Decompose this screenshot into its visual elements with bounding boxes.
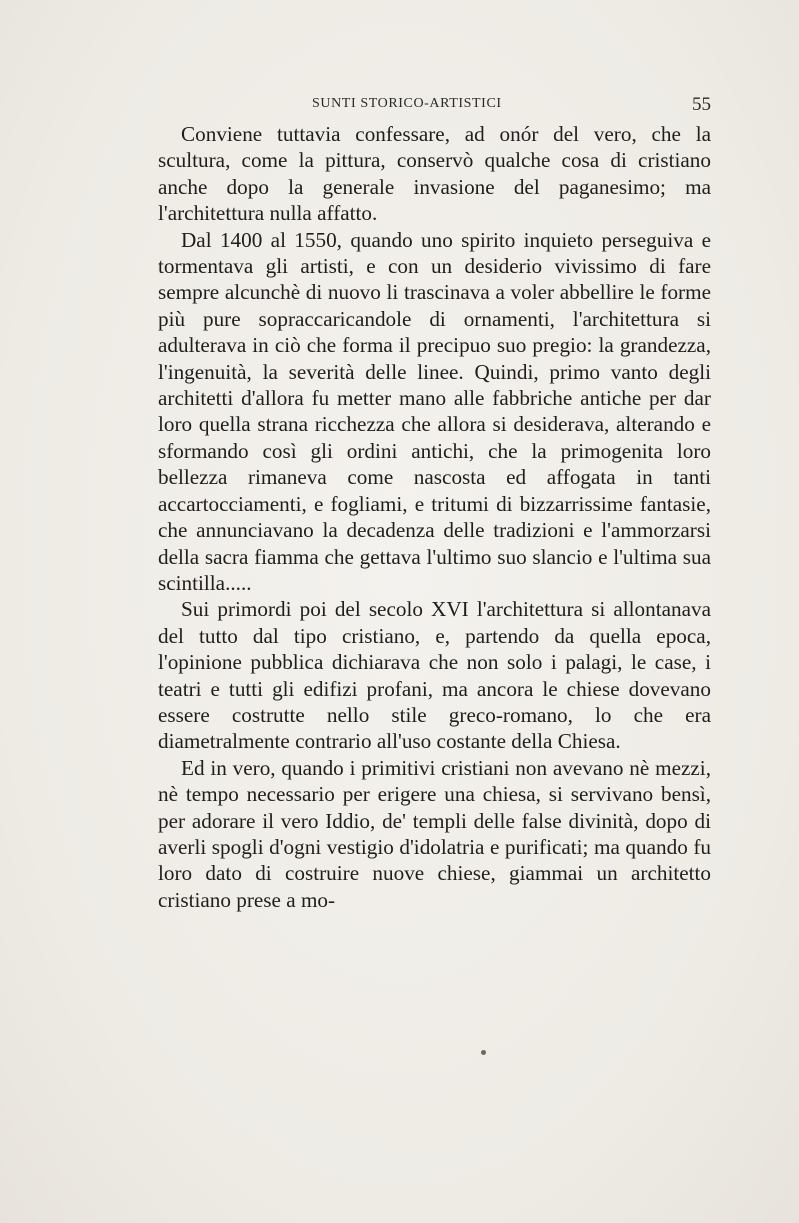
page-header bbox=[312, 94, 711, 118]
paragraph: Ed in vero, quando i primitivi cristiani non avevano nè mezzi, nè tempo necessario per erigere una chiesa, si servivano bensì, per adorare il vero Iddio, de' templi delle false divinità, dopo di averli spogli d'ogni vestigio d'idolatria e purificati; ma quando fu loro dato di costruire nuove chiese, giammai un architetto cristiano prese a mo- bbox=[158, 755, 711, 912]
running-title: SUNTI STORICO-ARTISTICI bbox=[312, 96, 502, 111]
paragraph: Conviene tuttavia confessare, ad onór del vero, che la scultura, come la pittura, conservò qualche cosa di cristiano anche dopo la generale invasione del paganesimo; ma l'architettura nulla affatto. bbox=[158, 122, 711, 226]
print-mark-dot bbox=[481, 1050, 486, 1055]
body-text bbox=[158, 121, 711, 913]
paragraph: Dal 1400 al 1550, quando uno spirito inquieto perseguiva e tormentava gli artisti, e con un desiderio vivissimo di fare sempre alcunchè di nuovo li trascinava a voler abbellire le forme più pure sopraccaricandole di ornamenti, l'architettura si adulterava in ciò che forma il precipuo suo pregio: la grandezza, l'ingenuità, la severità delle linee. Quindi, primo vanto degli architetti d'allora fu metter mano alle fabbriche antiche per dar loro quella strana ricchezza che allora si desiderava, alterando e sformando così gli ordini antichi, che la primogenita loro bellezza rimaneva come nascosta ed affogata in tanti accartocciamenti, e fogliami, e tritumi di bizzarrissime fantasie, che annunciavano la decadenza delle tradizioni e l'ammorzarsi della sacra fiamma che gettava l'ultimo suo slancio e l'ultima sua scintilla..... bbox=[158, 227, 711, 595]
page-number: 55 bbox=[692, 94, 711, 115]
paragraph: Sui primordi poi del secolo XVI l'architettura si allontanava del tutto dal tipo cristiano, e, partendo da quella epoca, l'opinione pubblica dichiarava che non solo i palagi, le case, i teatri e tutti gli edifizi profani, ma ancora le chiese dovevano essere costrutte nello stile greco-romano, lo che era diametralmente contrario all'uso costante della Chiesa. bbox=[158, 597, 711, 754]
